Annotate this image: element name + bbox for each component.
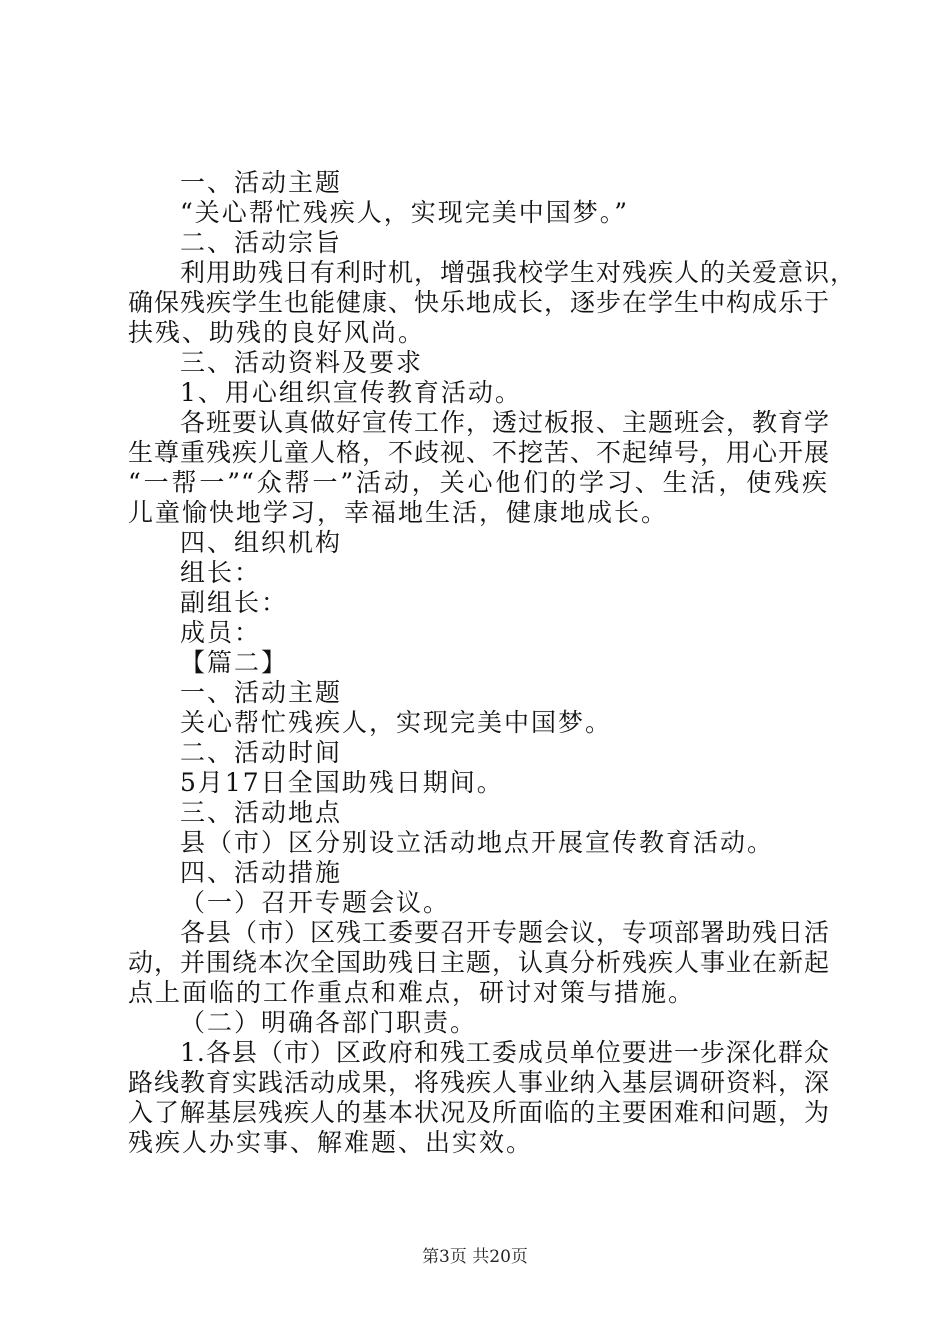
heading-theme: 一、活动主题 (180, 168, 343, 197)
paragraph-line: 扶残、助残的良好风尚。 (128, 318, 426, 347)
paragraph-line: 副组长： (180, 588, 289, 617)
paragraph-line: 动，并围绕本次全国助残日主题，认真分析残疾人事业在新起 (128, 948, 831, 977)
paragraph-line: 生尊重残疾儿童人格，不歧视、不挖苦、不起绰号，用心开展 (128, 438, 831, 467)
paragraph-line: 组长： (180, 558, 262, 587)
paragraph-line: 路线教育实践活动成果，将残疾人事业纳入基层调研资料，深 (128, 1068, 831, 1097)
heading-time: 二、活动时间 (180, 738, 343, 767)
page-number: 第3页 共20页 (422, 1247, 528, 1267)
paragraph-line: 利用助残日有利时机，增强我校学生对残疾人的关爱意识， (180, 258, 857, 287)
heading-location: 三、活动地点 (180, 798, 343, 827)
paragraph-line: 关心帮忙残疾人，实现完美中国梦。 (180, 708, 613, 737)
paragraph-line: 残疾人办实事、解难题、出实效。 (128, 1128, 534, 1157)
paragraph-line: 1、用心组织宣传教育活动。 (180, 378, 522, 407)
heading-theme-2: 一、活动主题 (180, 678, 343, 707)
paragraph-line: 县（市）区分别设立活动地点开展宣传教育活动。 (180, 828, 775, 857)
heading-purpose: 二、活动宗旨 (180, 228, 343, 257)
paragraph-line: “关心帮忙残疾人，实现完美中国梦。” (180, 198, 630, 227)
heading-content: 三、活动资料及要求 (180, 348, 424, 377)
paragraph-line: 成员： (180, 618, 262, 647)
paragraph-line: 儿童愉快地学习，幸福地生活，健康地成长。 (128, 498, 669, 527)
paragraph-line: 确保残疾学生也能健康、快乐地成长，逐步在学生中构成乐于 (128, 288, 831, 317)
paragraph-line: （二）明确各部门职责。 (180, 1008, 478, 1037)
paragraph-line: “一帮一”“众帮一”活动，关心他们的学习、生活，使残疾 (128, 468, 828, 497)
paragraph-line: 1.各县（市）区政府和残工委成员单位要进一步深化群众 (180, 1038, 830, 1067)
paragraph-line: 入了解基层残疾人的基本状况及所面临的主要困难和问题，为 (128, 1098, 831, 1127)
document-body (128, 168, 857, 1158)
paragraph-line: 各县（市）区残工委要召开专题会议，专项部署助残日活 (180, 918, 831, 947)
heading-measures: 四、活动措施 (180, 858, 343, 887)
heading-organization: 四、组织机构 (180, 528, 343, 557)
section-title: 【篇二】 (180, 648, 289, 677)
paragraph-line: 各班要认真做好宣传工作，透过板报、主题班会，教育学 (180, 408, 831, 437)
paragraph-line: 点上面临的工作重点和难点，研讨对策与措施。 (128, 978, 696, 1007)
paragraph-line: （一）召开专题会议。 (180, 888, 451, 917)
paragraph-line: 5月17日全国助残日期间。 (180, 768, 504, 797)
